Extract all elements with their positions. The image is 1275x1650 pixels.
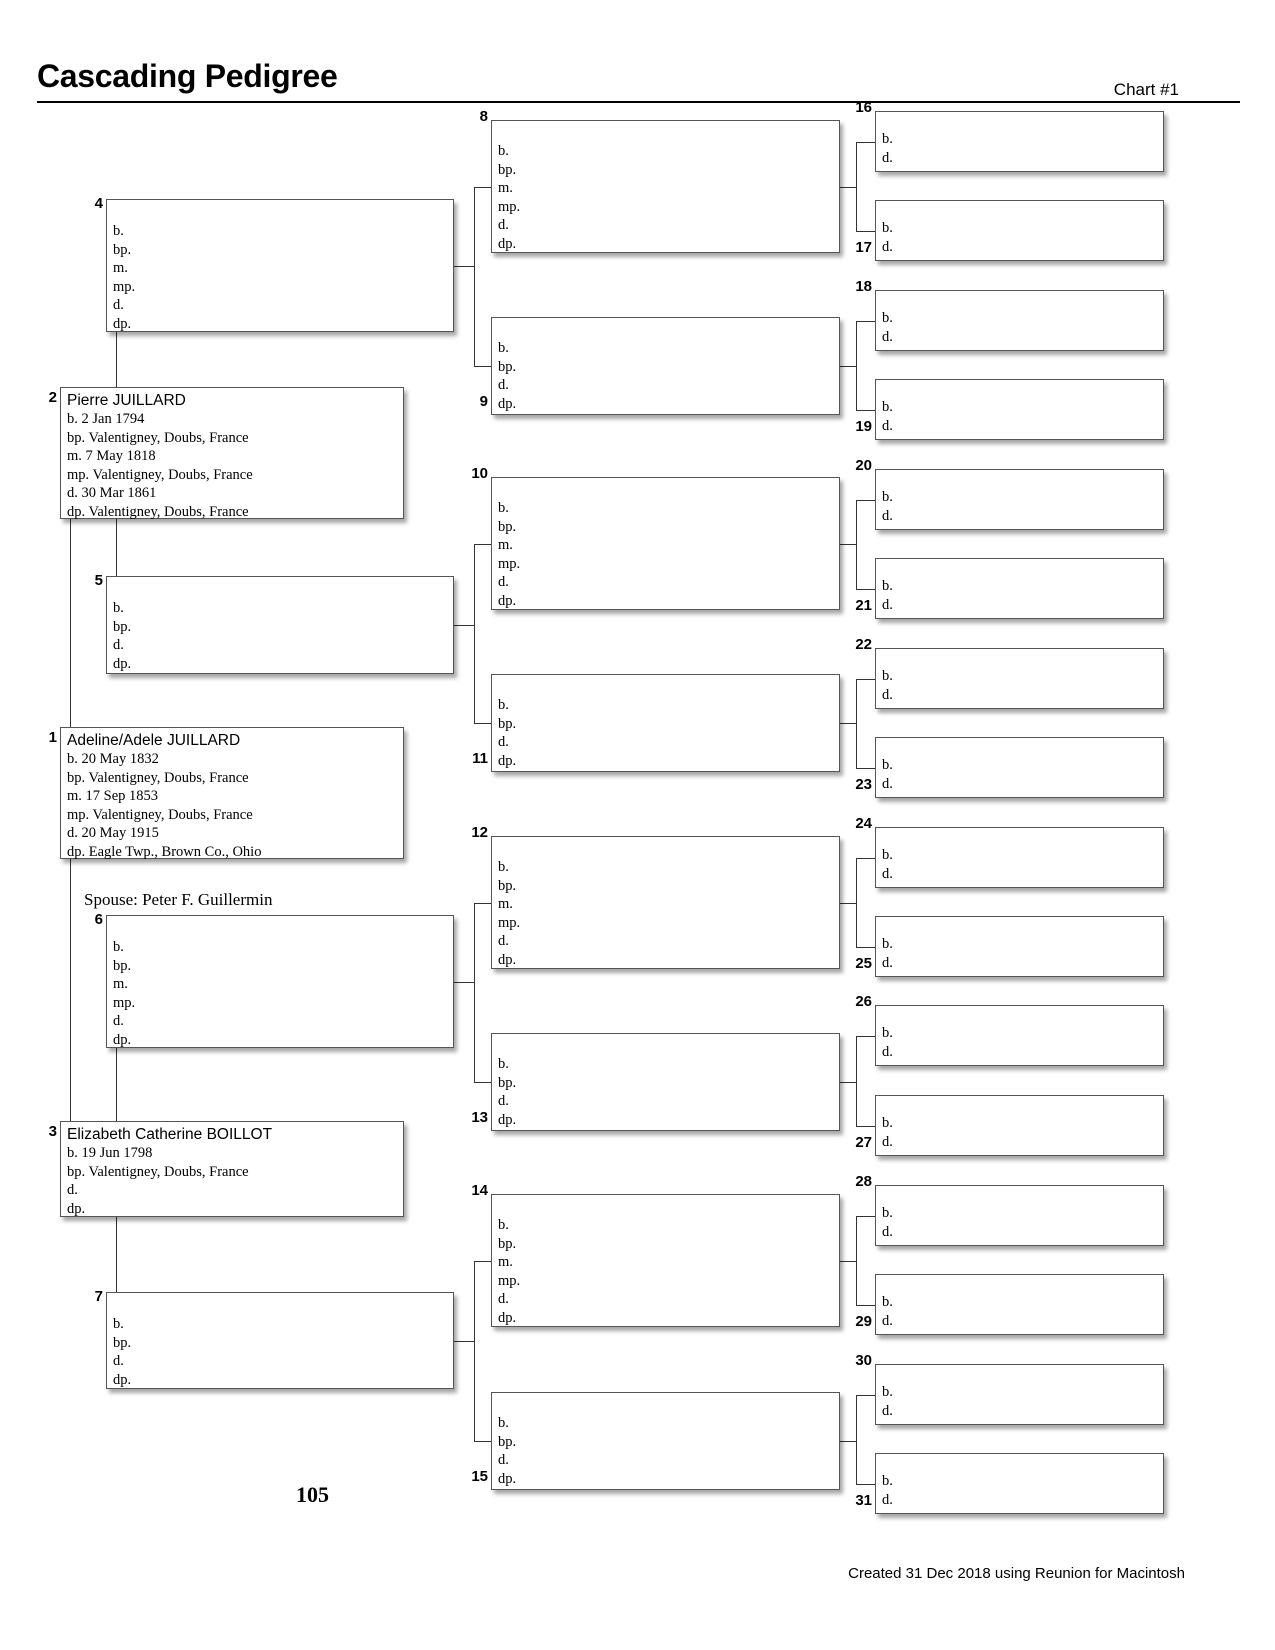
- connector-line: [856, 1395, 857, 1485]
- vital-line: b.: [882, 399, 893, 415]
- person-number: 18: [855, 278, 872, 295]
- person-box-16: [875, 111, 1164, 172]
- connector-line: [474, 1441, 492, 1442]
- vital-line: b.: [498, 697, 509, 713]
- connector-line: [840, 1441, 857, 1442]
- person-box-26: [875, 1005, 1164, 1066]
- person-box-9: [491, 317, 840, 415]
- vital-line: dp.: [498, 592, 517, 609]
- person-number: 27: [855, 1134, 872, 1151]
- vital-line: b.: [882, 220, 893, 236]
- person-number: 29: [855, 1313, 872, 1330]
- person-box-15: [491, 1392, 840, 1490]
- vital-line: d.: [882, 417, 893, 434]
- person-box-28: [875, 1185, 1164, 1246]
- vital-line: b.: [882, 310, 893, 326]
- vital-line: bp.: [113, 1334, 132, 1351]
- connector-line: [856, 1126, 876, 1127]
- connector-line: [840, 366, 857, 367]
- vital-line: b. 2 Jan 1794: [67, 411, 145, 427]
- vital-line: b.: [113, 600, 124, 616]
- connector-line: [856, 589, 876, 590]
- connector-line: [856, 500, 857, 590]
- vital-line: b.: [882, 1115, 893, 1131]
- connector-line: [856, 858, 876, 859]
- connector-line: [856, 410, 876, 411]
- vital-line: mp.: [498, 555, 521, 572]
- person-number: 3: [48, 1123, 57, 1140]
- person-box-8: [491, 120, 840, 253]
- person-number: 10: [471, 465, 488, 482]
- person-box-12: [491, 836, 840, 969]
- vital-line: d.: [882, 1133, 893, 1150]
- vital-line: b.: [498, 143, 509, 159]
- vital-line: d.: [113, 297, 124, 313]
- person-name: Adeline/Adele JUILLARD: [67, 732, 241, 749]
- person-box-30: [875, 1364, 1164, 1425]
- connector-line: [856, 679, 857, 769]
- person-number: 12: [471, 824, 488, 841]
- connector-line: [70, 519, 71, 728]
- connector-line: [474, 366, 492, 367]
- person-number: 21: [855, 597, 872, 614]
- vital-line: bp.: [498, 877, 517, 894]
- vital-line: mp.: [498, 1272, 521, 1289]
- connector-line: [840, 544, 857, 545]
- person-box-7: [106, 1292, 454, 1389]
- vital-line: b.: [882, 489, 893, 505]
- person-box-29: [875, 1274, 1164, 1335]
- person-number: 9: [479, 393, 488, 410]
- connector-line: [856, 1395, 876, 1396]
- connector-line: [70, 859, 71, 1122]
- vital-line: d.: [67, 1182, 78, 1198]
- vital-line: bp.: [498, 715, 517, 732]
- vital-line: d.: [882, 1223, 893, 1240]
- connector-line: [474, 903, 492, 904]
- person-number: 2: [48, 389, 57, 406]
- vital-line: mp.: [113, 278, 136, 295]
- vital-line: m.: [498, 896, 513, 912]
- vital-line: dp.: [67, 1200, 86, 1217]
- vital-line: b.: [882, 1294, 893, 1310]
- vital-line: m.: [498, 180, 513, 196]
- vital-line: bp.: [113, 957, 132, 974]
- vital-line: d.: [498, 734, 509, 750]
- vital-line: dp. Eagle Twp., Brown Co., Ohio: [67, 843, 262, 860]
- vital-line: d. 20 May 1915: [67, 825, 159, 841]
- vital-line: m.: [113, 976, 128, 992]
- connector-line: [856, 858, 857, 948]
- vital-line: dp.: [498, 752, 517, 769]
- vital-line: d.: [498, 1093, 509, 1109]
- vital-line: d.: [882, 149, 893, 166]
- connector-line: [856, 142, 857, 232]
- connector-line: [840, 723, 857, 724]
- connector-line: [856, 1484, 876, 1485]
- vital-line: bp. Valentigney, Doubs, France: [67, 429, 249, 446]
- person-box-19: [875, 379, 1164, 440]
- person-box-20: [875, 469, 1164, 530]
- vital-line: d.: [882, 596, 893, 613]
- person-box-25: [875, 916, 1164, 977]
- connector-line: [116, 332, 117, 388]
- vital-line: d. 30 Mar 1861: [67, 485, 157, 501]
- vital-line: bp.: [498, 1074, 517, 1091]
- vital-line: b.: [882, 131, 893, 147]
- vital-line: d.: [498, 933, 509, 949]
- connector-line: [840, 903, 857, 904]
- person-number: 22: [855, 636, 872, 653]
- vital-line: dp.: [113, 1031, 132, 1048]
- connector-line: [856, 768, 876, 769]
- vital-line: b.: [882, 1205, 893, 1221]
- vital-line: b.: [882, 668, 893, 684]
- person-box-17: [875, 200, 1164, 261]
- vital-line: b.: [113, 1316, 124, 1332]
- person-box-31: [875, 1453, 1164, 1514]
- vital-line: dp.: [498, 1470, 517, 1487]
- person-number: 11: [472, 750, 488, 767]
- vital-line: m.: [498, 1254, 513, 1270]
- vital-line: bp.: [498, 518, 517, 535]
- person-number: 14: [471, 1182, 488, 1199]
- person-number: 24: [855, 815, 872, 832]
- vital-line: bp.: [113, 241, 132, 258]
- person-box-10: [491, 477, 840, 610]
- vital-line: b.: [113, 939, 124, 955]
- vital-line: b.: [882, 578, 893, 594]
- person-box-23: [875, 737, 1164, 798]
- vital-line: d.: [882, 507, 893, 524]
- vital-line: d.: [113, 1013, 124, 1029]
- vital-line: b. 19 Jun 1798: [67, 1145, 153, 1161]
- person-box-6: [106, 915, 454, 1048]
- vital-line: bp.: [498, 1433, 517, 1450]
- person-number: 8: [479, 108, 488, 125]
- spouse-label: Spouse: Peter F. Guillermin: [84, 890, 273, 909]
- person-box-27: [875, 1095, 1164, 1156]
- vital-line: mp. Valentigney, Doubs, France: [67, 806, 253, 823]
- person-name: Elizabeth Catherine BOILLOT: [67, 1126, 273, 1143]
- person-number: 26: [855, 993, 872, 1010]
- vital-line: d.: [498, 217, 509, 233]
- person-number: 16: [855, 99, 872, 116]
- connector-line: [454, 982, 475, 983]
- page-title: Cascading Pedigree: [37, 58, 338, 94]
- vital-line: mp.: [498, 198, 521, 215]
- vital-line: b.: [882, 1384, 893, 1400]
- person-box-5: [106, 576, 454, 674]
- connector-line: [856, 321, 857, 411]
- vital-line: b.: [882, 847, 893, 863]
- vital-line: m. 17 Sep 1853: [67, 788, 159, 804]
- vital-line: b. 20 May 1832: [67, 751, 159, 767]
- vital-line: dp.: [498, 1111, 517, 1128]
- connector-line: [856, 1216, 857, 1306]
- vital-line: m.: [113, 260, 128, 276]
- person-box-2: [60, 387, 404, 519]
- vital-line: d.: [882, 1312, 893, 1329]
- connector-line: [856, 500, 876, 501]
- vital-line: d.: [498, 1291, 509, 1307]
- vital-line: d.: [498, 377, 509, 393]
- vital-line: d.: [882, 954, 893, 971]
- vital-line: b.: [498, 1415, 509, 1431]
- person-number: 28: [855, 1173, 872, 1190]
- person-number: 4: [94, 195, 103, 212]
- vital-line: b.: [882, 1025, 893, 1041]
- vital-line: d.: [882, 686, 893, 703]
- vital-line: bp.: [498, 161, 517, 178]
- vital-line: d.: [498, 1452, 509, 1468]
- person-number: 20: [855, 457, 872, 474]
- connector-line: [474, 544, 475, 724]
- connector-line: [856, 1036, 857, 1127]
- connector-line: [840, 1261, 857, 1262]
- vital-line: bp.: [498, 358, 517, 375]
- vital-line: m. 7 May 1818: [67, 448, 156, 464]
- connector-line: [116, 1048, 117, 1122]
- person-box-11: [491, 674, 840, 772]
- connector-line: [474, 187, 475, 367]
- vital-line: b.: [882, 757, 893, 773]
- person-number: 31: [855, 1492, 872, 1509]
- title-rule: [37, 101, 1240, 103]
- connector-line: [856, 142, 876, 143]
- connector-line: [116, 1217, 117, 1293]
- person-box-24: [875, 827, 1164, 888]
- vital-line: d.: [882, 238, 893, 255]
- vital-line: b.: [498, 500, 509, 516]
- connector-line: [474, 1082, 492, 1083]
- vital-line: dp.: [498, 951, 517, 968]
- vital-line: d.: [882, 775, 893, 792]
- vital-line: dp.: [113, 655, 132, 672]
- person-box-21: [875, 558, 1164, 619]
- vital-line: bp.: [498, 1235, 517, 1252]
- vital-line: d.: [882, 1402, 893, 1419]
- connector-line: [454, 1341, 475, 1342]
- person-number: 25: [855, 955, 872, 972]
- vital-line: d.: [882, 865, 893, 882]
- vital-line: m.: [498, 537, 513, 553]
- connector-line: [474, 1261, 492, 1262]
- vital-line: bp. Valentigney, Doubs, France: [67, 1163, 249, 1180]
- person-number: 5: [94, 572, 103, 589]
- person-number: 23: [855, 776, 872, 793]
- vital-line: b.: [498, 1056, 509, 1072]
- person-number: 13: [471, 1109, 488, 1126]
- vital-line: mp. Valentigney, Doubs, France: [67, 466, 253, 483]
- vital-line: b.: [882, 1473, 893, 1489]
- vital-line: b.: [882, 936, 893, 952]
- connector-line: [474, 903, 475, 1083]
- vital-line: dp.: [498, 235, 517, 252]
- connector-line: [856, 1216, 876, 1217]
- chart-number: Chart #1: [1113, 80, 1179, 99]
- person-number: 17: [855, 239, 872, 256]
- person-box-4: [106, 199, 454, 332]
- connector-line: [856, 1036, 876, 1037]
- vital-line: d.: [882, 1043, 893, 1060]
- vital-line: dp.: [498, 1309, 517, 1326]
- vital-line: d.: [882, 1491, 893, 1508]
- page-number: 105: [296, 1482, 329, 1507]
- vital-line: d.: [113, 1353, 124, 1369]
- person-name: Pierre JUILLARD: [67, 392, 186, 409]
- vital-line: mp.: [113, 994, 136, 1011]
- person-box-3: [60, 1121, 404, 1217]
- connector-line: [856, 679, 876, 680]
- vital-line: mp.: [498, 914, 521, 931]
- person-number: 7: [94, 1288, 103, 1305]
- connector-line: [856, 947, 876, 948]
- vital-line: b.: [498, 1217, 509, 1233]
- vital-line: b.: [498, 340, 509, 356]
- person-number: 6: [94, 911, 103, 928]
- vital-line: d.: [882, 328, 893, 345]
- person-number: 15: [471, 1468, 488, 1485]
- connector-line: [840, 1082, 857, 1083]
- connector-line: [474, 723, 492, 724]
- footer-credit: Created 31 Dec 2018 using Reunion for Macintosh: [848, 1565, 1185, 1582]
- connector-line: [474, 187, 492, 188]
- connector-line: [856, 1305, 876, 1306]
- vital-line: b.: [113, 223, 124, 239]
- connector-line: [856, 321, 876, 322]
- person-number: 1: [48, 729, 57, 746]
- person-box-14: [491, 1194, 840, 1327]
- connector-line: [856, 231, 876, 232]
- person-box-1: [60, 727, 404, 859]
- vital-line: dp.: [113, 1371, 132, 1388]
- connector-line: [116, 519, 117, 577]
- vital-line: bp.: [113, 618, 132, 635]
- vital-line: dp. Valentigney, Doubs, France: [67, 503, 249, 520]
- connector-line: [454, 266, 475, 267]
- vital-line: bp. Valentigney, Doubs, France: [67, 769, 249, 786]
- person-number: 19: [855, 418, 872, 435]
- connector-line: [840, 187, 857, 188]
- person-box-18: [875, 290, 1164, 351]
- vital-line: d.: [113, 637, 124, 653]
- vital-line: dp.: [498, 395, 517, 412]
- connector-line: [474, 544, 492, 545]
- person-box-13: [491, 1033, 840, 1131]
- vital-line: b.: [498, 859, 509, 875]
- person-number: 30: [855, 1352, 872, 1369]
- person-box-22: [875, 648, 1164, 709]
- connector-line: [474, 1261, 475, 1442]
- vital-line: dp.: [113, 315, 132, 332]
- vital-line: d.: [498, 574, 509, 590]
- connector-line: [454, 625, 475, 626]
